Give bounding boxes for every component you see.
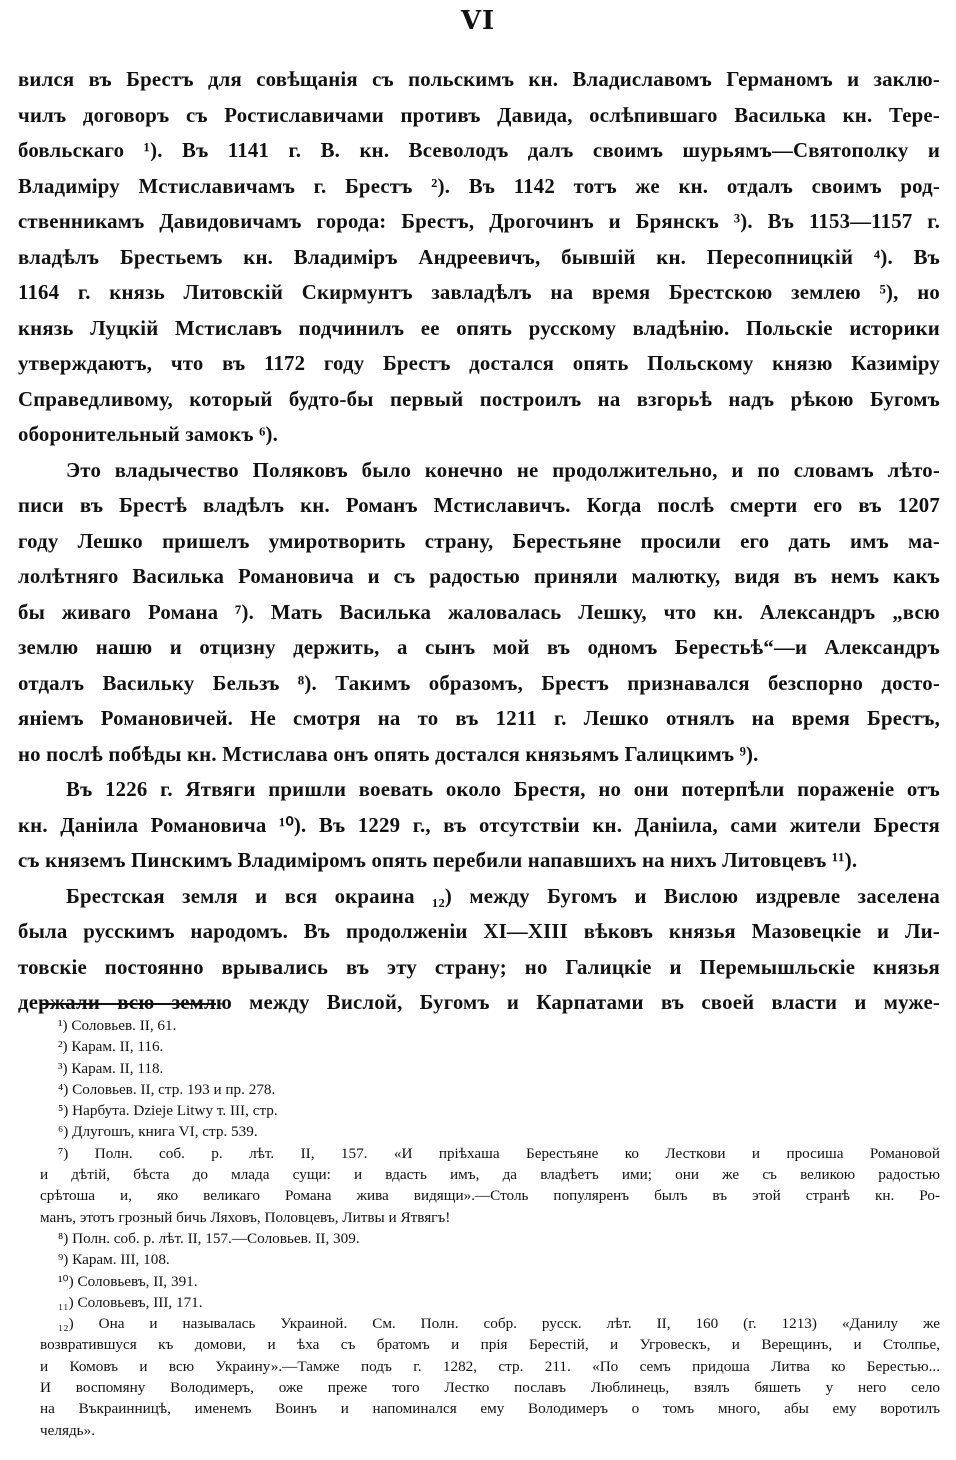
text-line: лолѣтняго Василька Романовича и съ радостью приняли малютку, видя въ немъ какъ (18, 565, 940, 588)
text-line: кн. Даніила Романовича ¹⁰). Въ 1229 г., въ отсутствіи кн. Даніила, сами жители Брестя (18, 813, 940, 837)
footnote-line: ⁹) Карам. III, 108. (58, 1251, 170, 1269)
footnote-line: ¹) Соловьев. II, 61. (58, 1017, 177, 1034)
footnote-line: ⁵) Нарбута. Dzieje Litwy т. III, стр. (58, 1102, 278, 1120)
footnotes (40, 1015, 940, 1441)
text-line: отдалъ Васильку Бельзъ ⁸). Такимъ образомъ, Брестъ признавался безспорно досто- (18, 671, 940, 695)
text-line: съ княземъ Пинскимъ Владиміромъ опять перебили напавшихъ на нихъ Литовцевъ ¹¹). (18, 849, 858, 872)
text-line: князь Луцкій Мстиславъ подчинилъ ее опять русскому владѣнію. Польскіе историки (18, 316, 940, 340)
main-text (18, 62, 940, 1021)
text-line: чилъ договоръ съ Ростиславичами противъ Давида, ослѣпившаго Василька кн. Тере- (18, 103, 940, 127)
text-line: бы живаго Романа ⁷). Мать Василька жаловалась Лешку, что кн. Александръ „всю (18, 600, 940, 624)
text-line: вился въ Брестъ для совѣщанія съ польскимъ кн. Владиславомъ Германомъ и заклю- (18, 68, 940, 91)
paragraph-start-line: Это владычество Поляковъ было конечно не продолжительно, и по словамъ лѣто- (66, 458, 940, 482)
text-line: но послѣ побѣды кн. Мстислава онъ опять достался князьямъ Галицкимъ ⁹). (18, 742, 759, 766)
footnote-line: ⁷) Полн. соб. р. лѣт. II, 157. «И пріѣхаша Берестьяне ко Лесткови и просиша Романовой (58, 1144, 940, 1162)
paragraph-start-line: Брестская земля и вся окраина ₁₂) между Бугомъ и Вислою издревле заселена (66, 884, 940, 908)
page-number: VI (460, 6, 496, 36)
text-line: утверждаютъ, что въ 1172 году Брестъ достался опять Польскому князю Казиміру (18, 352, 940, 375)
footnote-line: манъ, этотъ грозный бичь Ляховъ, Половцевъ, Литвы и Ятвягъ! (40, 1208, 451, 1226)
text-line: землю нашю и отцизну держить, а сынъ мой въ одномъ Берестьѣ“—и Александръ (18, 636, 940, 659)
footnote-line: ⁸) Полн. соб. р. лѣт. II, 157.—Соловьев. II, 309. (58, 1229, 360, 1247)
footnote-line: и дѣтій, бѣста до млада сущи: и вдасть имъ, да владѣетъ ими; они же съ великою радостью (40, 1166, 940, 1184)
text-line: яніемъ Романовичей. Не смотря на то въ 1211 г. Лешко отнялъ на время Брестъ, (18, 707, 940, 730)
text-line: бовльскаго ¹). Въ 1141 г. В. кн. Всеволодъ далъ своимъ шурьямъ—Святополку и (18, 139, 940, 162)
footnote-line: на Въкраинницѣ, именемъ Воинъ и напоминался ему Володимеръ о томъ много, абы ему воротилъ (40, 1400, 940, 1418)
text-line: оборонительный замокъ ⁶). (18, 423, 279, 446)
text-line: 1164 г. князь Литовскій Скирмунтъ завладѣлъ на время Брестскою землею ⁵), но (18, 281, 940, 304)
paragraph-start-line: Въ 1226 г. Ятвяги пришли воевать около Брестя, но они потерпѣли пораженіе отъ (66, 778, 940, 801)
footnote-line: и Комовъ и всю Украину».—Тамже подъ г. 1282, стр. 211. «По семъ придоша Литва ко Берестью... (40, 1357, 940, 1375)
text-line: году Лешко пришелъ умиротворить страну, Берестьяне просили его дать имъ ма- (18, 529, 940, 553)
footnote-line: ⁴) Соловьев. II, стр. 193 и пр. 278. (58, 1080, 276, 1098)
footnote-line: ₁₂) Она и называлась Украиной. См. Полн. собр. русск. лѣт. II, 160 (г. 1213) «Данилу же (58, 1315, 940, 1333)
text-line: владѣлъ Брестьемъ кн. Владиміръ Андреевичъ, бывшій кн. Пересопницкій ⁴). Въ (18, 245, 940, 269)
footnote-separator (40, 1003, 216, 1005)
footnote-line: срѣтоша и, яко великаго Романа жива видящи».—Столь популяренъ былъ въ этой странѣ кн. Ро- (40, 1187, 940, 1205)
footnote-line: ³) Карам. II, 118. (58, 1059, 164, 1077)
text-line: ственникамъ Давидовичамъ города: Брестъ, Дрогочинъ и Брянскъ ³). Въ 1153—1157 г. (18, 210, 940, 233)
text-line: товскіе постоянно врывались въ эту страну; но Галицкіе и Перемышльскіе князья (18, 955, 940, 979)
footnote-line: челядь». (40, 1421, 95, 1439)
text-line: Справедливому, который будто-бы первый построилъ на взгорьѣ надъ рѣкою Бугомъ (18, 387, 940, 411)
text-line: держали всю землю между Вислой, Бугомъ и Карпатами въ своей власти и муже- (18, 991, 940, 1014)
footnote-line: ²) Карам. II, 116. (58, 1038, 164, 1056)
footnote-line: ⁶) Длугошъ, книга VI, стр. 539. (58, 1123, 258, 1141)
text-line: писи въ Брестѣ владѣлъ кн. Романъ Мстиславичъ. Когда послѣ смерти его въ 1207 (18, 494, 940, 517)
text-line: была русскимъ народомъ. Въ продолженіи XI—XIII вѣковъ князья Мазовецкіе и Ли- (18, 920, 940, 943)
footnote-line: И воспомяну Володимеръ, оже преже того Лестко пославъ Люблинець, взялъ бяшеть у него село (40, 1379, 940, 1397)
footnote-line: возвратившуся къ домови, и ѣха съ братомъ и прія Берестій, и Угровескъ, и Верещинъ, и Столпье, (40, 1336, 940, 1354)
footnote-line: ₁₁) Соловьевъ, III, 171. (58, 1293, 203, 1311)
text-line: Владиміру Мстиславичамъ г. Брестъ ²). Въ 1142 тотъ же кн. отдалъ своимъ род- (18, 174, 940, 198)
footnote-line: ¹⁰) Соловьевъ, II, 391. (58, 1272, 198, 1290)
